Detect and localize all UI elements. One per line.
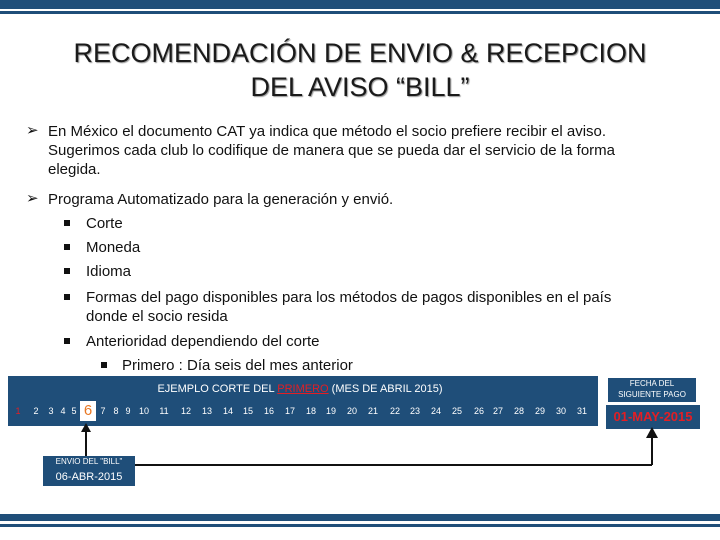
timeline-title: EJEMPLO CORTE DEL PRIMERO (MES DE ABRIL 2015) xyxy=(157,383,443,395)
sub-sub-item-primero: Primero : Día seis del mes anterior xyxy=(122,357,353,374)
timeline-day: 3 xyxy=(48,406,54,416)
sub-item-formas-cont: donde el socio resida xyxy=(86,308,228,325)
timeline-day: 14 xyxy=(222,406,233,416)
timeline-day: 7 xyxy=(100,406,106,416)
timeline-day: 1 xyxy=(10,405,26,417)
next-payment-label: FECHA DEL SIGUIENTE PAGO xyxy=(608,378,696,402)
sub-item-idioma: Idioma xyxy=(86,263,132,280)
timeline-day: 6 xyxy=(80,401,96,421)
timeline-day: 26 xyxy=(473,406,484,416)
timeline-day: 16 xyxy=(263,406,274,416)
timeline-day: 5 xyxy=(71,406,77,416)
bullet-2: Programa Automatizado para la generación y envió. xyxy=(48,191,394,208)
sub-item-formas: Formas del pago disponibles para los métodos de pagos disponibles en el país xyxy=(86,289,612,306)
timeline-day: 10 xyxy=(138,406,149,416)
arrow-bullet-icon: ➢ xyxy=(26,122,39,139)
timeline-day: 21 xyxy=(367,406,378,416)
timeline-day: 11 xyxy=(159,406,169,416)
arrow-bullet-icon: ➢ xyxy=(26,190,39,207)
timeline-day: 28 xyxy=(513,406,524,416)
sub-item-anterioridad: Anterioridad dependiendo del corte xyxy=(86,333,320,350)
title-line-2: DEL AVISO “BILL” xyxy=(250,72,470,102)
timeline-day: 27 xyxy=(492,406,503,416)
timeline-day: 20 xyxy=(346,406,357,416)
arrow-up-icon xyxy=(81,423,91,432)
bullet-1-line-2: Sugerimos cada club lo codifique de manera que se pueda dar el servicio de la forma xyxy=(48,142,615,159)
timeline-day: 18 xyxy=(305,406,316,416)
bottom-bar xyxy=(0,514,720,521)
timeline-day: 25 xyxy=(451,406,462,416)
timeline-day: 9 xyxy=(125,406,131,416)
timeline-day: 29 xyxy=(534,406,545,416)
send-bill-label: ENVIO DEL "BILL" xyxy=(43,456,135,468)
timeline-day: 13 xyxy=(201,406,212,416)
timeline-day: 23 xyxy=(409,406,420,416)
timeline-day: 22 xyxy=(389,406,400,416)
timeline-day: 4 xyxy=(60,406,66,416)
sub-item-corte: Corte xyxy=(86,215,123,232)
send-bill-date: 06-ABR-2015 xyxy=(43,468,135,486)
timeline-title-highlight: PRIMERO xyxy=(277,383,329,395)
sub-item-moneda: Moneda xyxy=(86,239,141,256)
timeline-day: 24 xyxy=(430,406,441,416)
timeline-day: 30 xyxy=(555,406,566,416)
timeline-day: 8 xyxy=(113,406,119,416)
bullet-1-line-1: En México el documento CAT ya indica que método el socio prefiere recibir el aviso. xyxy=(48,123,607,140)
next-payment-date: 01-MAY-2015 xyxy=(606,405,700,429)
bottom-bar-thin xyxy=(0,524,720,527)
timeline-day: 17 xyxy=(284,406,295,416)
timeline-day: 12 xyxy=(180,406,191,416)
timeline-day: 31 xyxy=(576,406,587,416)
arrow-up-icon xyxy=(646,427,658,438)
timeline-day: 19 xyxy=(325,406,336,416)
timeline-day: 2 xyxy=(33,406,39,416)
bullet-1-line-3: elegida. xyxy=(48,161,101,178)
title-line-1: RECOMENDACIÓN DE ENVIO & RECEPCION xyxy=(73,38,647,68)
timeline-day: 15 xyxy=(242,406,253,416)
